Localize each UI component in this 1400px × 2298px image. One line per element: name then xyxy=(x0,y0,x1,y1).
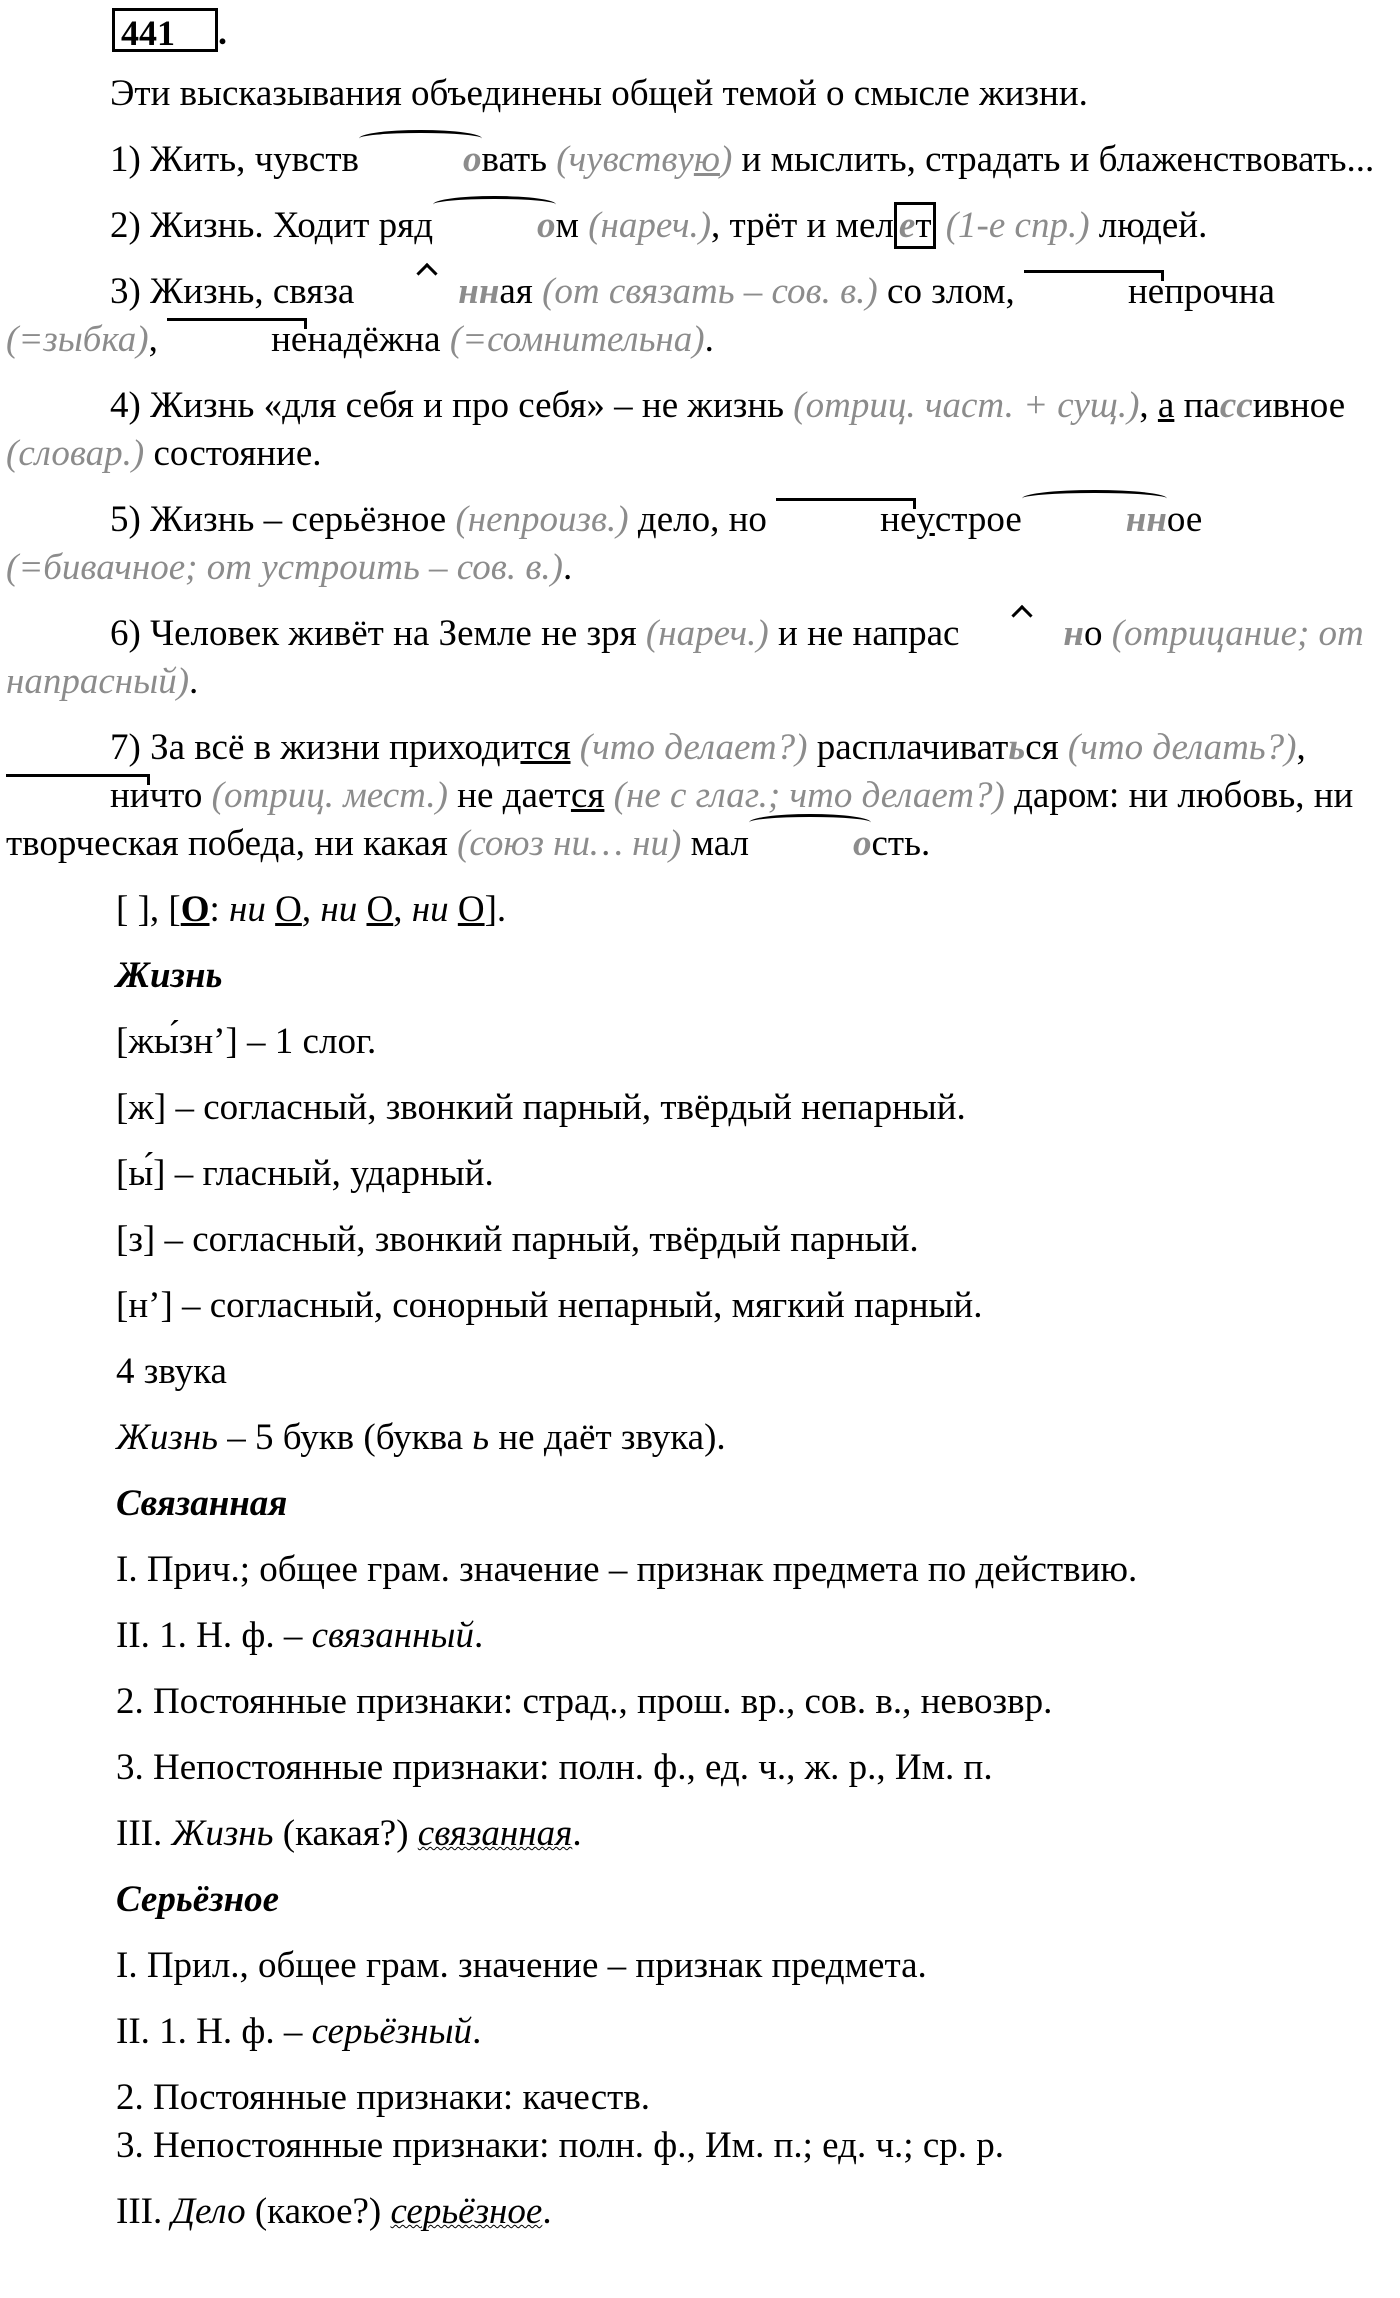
prefix-mark: не xyxy=(776,496,916,544)
suffix-mark: о xyxy=(433,202,556,250)
sentence-4: 4) Жизнь «для себя и про себя» – не жизнь (отриц. част. + сущ.), а пассивное (словар.) состояние. xyxy=(6,385,1346,474)
gray-note: (чувствую) xyxy=(556,139,733,180)
gray-note: (что делает?) xyxy=(570,727,808,768)
gray-note: (непроизв.) xyxy=(455,499,629,540)
prefix-mark: ни xyxy=(6,772,150,820)
morph-line: II. 1. Н. ф. – серьёзный. xyxy=(116,2011,482,2052)
morph-line: III. Жизнь (какая?) связанная. xyxy=(116,1813,582,1854)
section-title-zhizn: Жизнь xyxy=(116,955,223,996)
phonetic-line: 4 звука xyxy=(116,1351,227,1392)
sentence-3: 3) Жизнь, связа нная (от связать – сов. в.) со злом, непрочна (=зыбка), ненадёжна (=сомнительна). xyxy=(6,268,1394,364)
root-mark: о xyxy=(359,136,482,184)
gray-note: (от связать – сов. в.) xyxy=(542,271,878,312)
intro-paragraph: Эти высказывания объединены общей темой о смысле жизни. xyxy=(110,73,1088,114)
double-letter-mark: сс xyxy=(1219,385,1253,426)
gray-note: (1-е спр.) xyxy=(936,205,1090,246)
gray-note: (отрицание; от напрасный) xyxy=(6,613,1364,702)
sentence-7: 7) За всё в жизни приходится (что делает?) расплачиваться (что делать?), ничто (отриц. мест.) не дается (не с глаг.; что делает?) даром: ни любовь, ни творческая победа, ни какая (союз ни… ни) мал ость. xyxy=(6,724,1394,868)
morph-line: 2. Постоянные признаки: качеств. xyxy=(116,2077,651,2118)
conjunction-underline: а xyxy=(1157,385,1175,426)
exercise-content xyxy=(6,70,1394,2236)
phonetic-line: [ж] – согласный, звонкий парный, твёрдый непарный. xyxy=(116,1087,966,1128)
section-title-seryoznoe: Серьёзное xyxy=(116,1879,280,1920)
root-mark: о xyxy=(749,820,872,868)
letter-count-line: Жизнь – 5 букв (буква ь не даёт звука). xyxy=(116,1417,726,1458)
exercise-number: 441 xyxy=(112,8,218,52)
suffix-mark: н xyxy=(959,610,1084,658)
sentence-scheme: [ ], [О: ни О, ни О, ни О]. xyxy=(116,889,507,930)
gray-note: (нареч.) xyxy=(645,613,769,654)
morph-line: 3. Непостоянные признаки: полн. ф., Им. п.; ед. ч.; ср. р. xyxy=(116,2125,1004,2166)
ending-box: ет xyxy=(894,202,937,249)
phonetic-line: [н’] – согласный, сонорный непарный, мягкий парный. xyxy=(116,1285,983,1326)
gray-note: (не с глаг.; что делает?) xyxy=(604,775,1005,816)
gray-note: (=сомнительна) xyxy=(449,319,705,360)
prefix-mark: не xyxy=(167,316,307,364)
sentence-2: 2) Жизнь. Ходит ряд ом (нареч.), трёт и мел ет (1-е спр.) людей. xyxy=(6,202,1394,250)
phonetic-line: [ы́] – гласный, ударный. xyxy=(116,1153,494,1194)
suffix-mark: нн xyxy=(1022,496,1167,544)
prefix-mark: не xyxy=(1024,268,1164,316)
phonetic-line: [жы́зн’] – 1 слог. xyxy=(116,1021,377,1062)
exercise-number-dot: . xyxy=(218,12,227,52)
ending-underline: тся xyxy=(520,727,571,768)
morph-line: 3. Непостоянные признаки: полн. ф., ед. ч., ж. р., Им. п. xyxy=(116,1747,993,1788)
sentence-5: 5) Жизнь – серьёзное (непроизв.) дело, но неустрое нное (=бивачное; от устроить – сов. в.). xyxy=(6,496,1394,592)
section-title-svyazannaya: Связанная xyxy=(116,1483,288,1524)
sentence-6: 6) Человек живёт на Земле не зря (нареч.) и не напрас но (отрицание; от напрасный). xyxy=(6,610,1394,706)
gray-note: (=зыбка) xyxy=(6,319,149,360)
gray-note: (союз ни… ни) xyxy=(457,823,682,864)
morph-line: II. 1. Н. ф. – связанный. xyxy=(116,1615,484,1656)
gray-note: (отриц. мест.) xyxy=(211,775,448,816)
suffix-mark: нн xyxy=(354,268,499,316)
phonetic-line: [з] – согласный, звонкий парный, твёрдый парный. xyxy=(116,1219,919,1260)
gray-note: (словар.) xyxy=(6,433,145,474)
morph-line: 2. Постоянные признаки: страд., прош. вр., сов. в., невозвр. xyxy=(116,1681,1053,1722)
sentence-1: 1) Жить, чувств овать (чувствую) и мыслить, страдать и блаженствовать... xyxy=(6,136,1394,184)
morph-line: I. Прил., общее грам. значение – признак предмета. xyxy=(116,1945,927,1986)
morph-line: I. Прич.; общее грам. значение – признак предмета по действию. xyxy=(116,1549,1138,1590)
gray-note: (=бивачное; от устроить – сов. в.) xyxy=(6,547,564,588)
gray-note: (что делать?) xyxy=(1067,727,1297,768)
morph-line: III. Дело (какое?) серьёзное. xyxy=(116,2191,552,2232)
soft-sign-mark: ь xyxy=(1008,727,1026,768)
gray-note: (отриц. част. + сущ.) xyxy=(793,385,1140,426)
gray-note: (нареч.) xyxy=(588,205,712,246)
